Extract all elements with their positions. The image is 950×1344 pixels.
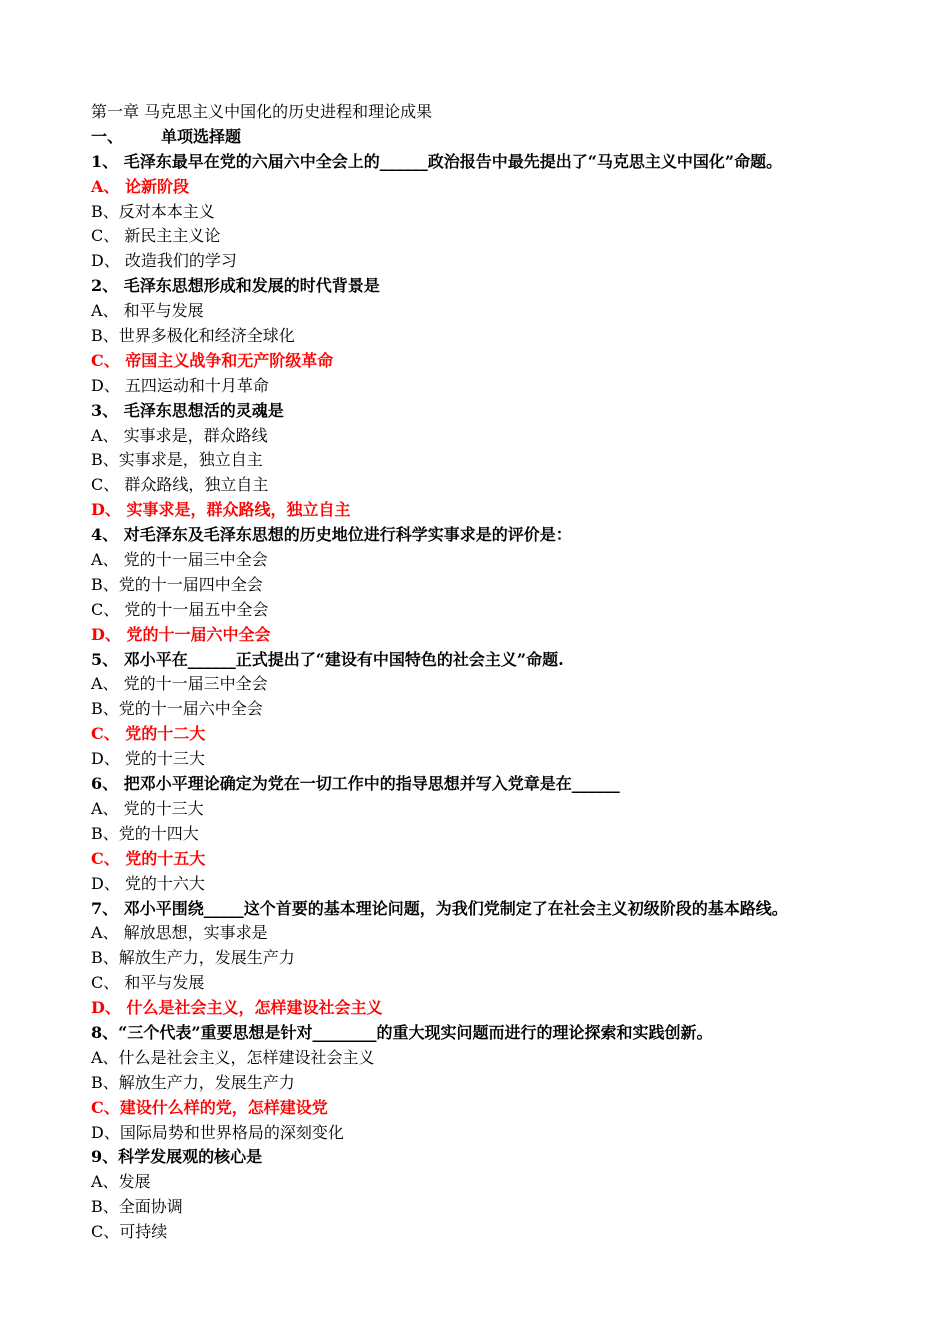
question-option: D、 五四运动和十月革命 [91,375,269,395]
question-stem: 1、 毛泽东最早在党的六届六中全会上的______政治报告中最先提出了“马克思主义中国化”命题。 [91,151,783,171]
document-page [91,100,871,1245]
question-stem: 7、 邓小平围绕_____这个首要的基本理论问题，为我们党制定了在社会主义初级阶段的基本路线。 [91,898,788,918]
question-option: A、 和平与发展 [91,301,204,321]
answer-option: D、 党的十一届六中全会 [91,624,271,644]
question-option: B、反对本本主义 [91,201,215,221]
question-option: D、国际局势和世界格局的深刻变化 [91,1122,344,1142]
question-option: A、发展 [91,1172,151,1192]
question-option: D、 改造我们的学习 [91,251,237,271]
section-title: 单项选择题 [161,126,242,146]
question-option: D、 党的十三大 [91,749,205,769]
answer-option: C、 党的十五大 [91,848,206,868]
question-option: C、可持续 [91,1222,168,1242]
question-option: C、 群众路线，独立自主 [91,475,269,495]
question-option: A、 党的十三大 [91,798,204,818]
question-stem: 4、 对毛泽东及毛泽东思想的历史地位进行科学实事求是的评价是： [91,525,572,545]
question-stem: 6、 把邓小平理论确定为党在一切工作中的指导思想并写入党章是在______ [91,774,620,794]
chapter-title: 第一章 马克思主义中国化的历史进程和理论成果 [91,102,433,121]
question-option: C、 党的十一届五中全会 [91,599,269,619]
question-option: A、 党的十一届三中全会 [91,550,268,570]
question-stem: 2、 毛泽东思想形成和发展的时代背景是 [91,276,380,296]
section-number: 一、 [91,126,124,146]
question-option: B、解放生产力，发展生产力 [91,1072,295,1092]
question-option: A、 解放思想，实事求是 [91,923,268,943]
question-option: B、党的十四大 [91,823,199,843]
question-option: B、全面协调 [91,1197,183,1217]
question-stem: 3、 毛泽东思想活的灵魂是 [91,400,284,420]
answer-option: D、 实事求是，群众路线，独立自主 [91,500,351,520]
answer-option: D、 什么是社会主义，怎样建设社会主义 [91,998,383,1018]
answer-option: C、建设什么样的党，怎样建设党 [91,1097,328,1117]
question-option: A、什么是社会主义，怎样建设社会主义 [91,1047,375,1067]
question-option: B、党的十一届六中全会 [91,699,263,719]
question-stem: 9、科学发展观的核心是 [91,1147,263,1167]
question-option: A、 党的十一届三中全会 [91,674,268,694]
answer-option: C、 帝国主义战争和无产阶级革命 [91,350,334,370]
question-stem: 8、“三个代表”重要思想是针对________的重大现实问题而进行的理论探索和实践创新。 [91,1022,713,1042]
question-stem: 5、 邓小平在______正式提出了“建设有中国特色的社会主义”命题. [91,649,564,669]
question-option: D、 党的十六大 [91,873,205,893]
answer-option: C、 党的十二大 [91,724,206,744]
question-option: C、 新民主主义论 [91,226,221,246]
question-option: C、 和平与发展 [91,973,205,993]
question-option: B、世界多极化和经济全球化 [91,326,295,346]
question-option: B、党的十一届四中全会 [91,574,263,594]
question-list [91,150,871,1245]
question-option: B、解放生产力，发展生产力 [91,948,295,968]
question-option: B、实事求是，独立自主 [91,450,263,470]
question-option: A、 实事求是，群众路线 [91,425,268,445]
section-heading [91,125,871,150]
answer-option: A、 论新阶段 [91,176,189,196]
